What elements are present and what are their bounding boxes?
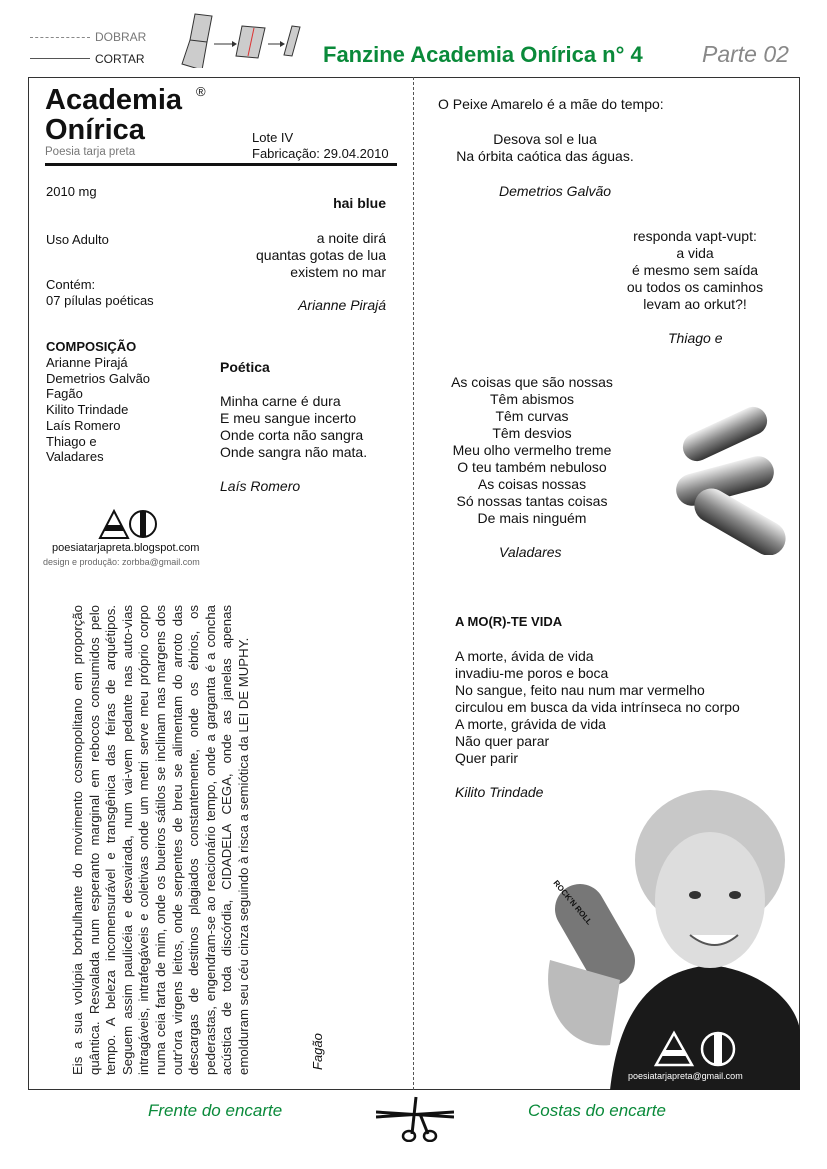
poem-line: Desova sol e lua	[493, 131, 597, 147]
poem-author: Laís Romero	[220, 478, 301, 494]
poem-orkut	[600, 228, 790, 313]
composition-item: Fagão	[46, 386, 83, 402]
fanzine-title: Fanzine Academia Onírica n° 4	[323, 42, 643, 67]
poem-title-poetica: Poética	[220, 359, 270, 375]
poem-line: Onde corta não sangra	[220, 427, 364, 443]
dose: 2010 mg	[46, 184, 97, 199]
poem-morte	[455, 648, 740, 767]
composition-item: Thiago e	[46, 433, 97, 449]
contact-email[interactable]: poesiatarjapreta@gmail.com	[628, 1071, 743, 1081]
poem-line: Têm desvios	[492, 425, 572, 441]
fold-line-sample	[30, 37, 90, 38]
poem-line: circulou em busca da vida intrínseca no corpo	[455, 699, 740, 715]
poem-line: Na órbita caótica das águas.	[456, 148, 634, 164]
lote: Lote IV	[252, 130, 294, 145]
composition-item: Laís Romero	[46, 417, 121, 433]
prose-text: Eis a sua volúpia borbulhante do movimento cosmopolitano em proporção quântica. Resvalada num esperanto marginal em rebocos consumidos pelo tempo. A beleza incomensurável e transgênica das feiras de arquétipos. Seguem assim paulicéia e desvairada, num vai-vem pedante nas auto-vias intragáveis, intrafegáveis e coletivas onde um metri serve meu próprio corpo numa ceia farta de mim, onde os bueiros sátilos se inclinam nas margens dos outr'ora virgens leitos, onde serpentes de breu se alimentam do arroto das descargas de destinos plagiados constantemente, onde os ébrios, os pederastas, engendram-se ao reacionário tempo, onde a garganta é a concha acústica de toda discórdia, CIDADELA CEGA, onde as janelas apenas emolduram seu céu cinza seguindo à risca a semiótica da LEI DE MUPHY.	[70, 605, 251, 1075]
poem-author: Kilito Trindade	[455, 784, 544, 800]
logo-icon	[654, 1030, 740, 1068]
poem-line: levam ao orkut?!	[643, 296, 747, 312]
cut-label: CORTAR	[95, 52, 145, 66]
poem-line: Não quer parar	[455, 733, 550, 749]
poem-title-haiblue: hai blue	[333, 195, 386, 211]
composition-item: Kilito Trindade	[46, 402, 129, 418]
pill-label: ROCK'N ROLL	[551, 878, 594, 927]
poem-line: O teu também nebuloso	[457, 459, 607, 475]
poem-author: Valadares	[499, 544, 562, 560]
poem-peixe-intro: O Peixe Amarelo é a mãe do tempo:	[438, 96, 664, 112]
contents-label: Contém:	[46, 277, 96, 292]
composition-item: Arianne Pirajá	[46, 355, 128, 370]
fold-label: DOBRAR	[95, 30, 147, 44]
brand-line2: Onírica	[45, 114, 145, 146]
poem-line: ou todos os caminhos	[626, 279, 764, 295]
poem-line: Minha carne é dura	[220, 393, 341, 409]
poem-peixe	[440, 131, 650, 165]
fold-line	[413, 77, 414, 1090]
prose-author: Fagão	[310, 1033, 325, 1070]
poem-line: quantas gotas de lua	[256, 247, 386, 263]
poem-line: De mais ninguém	[477, 510, 587, 526]
poem-title-morte: A MO(R)-TE VIDA	[455, 614, 563, 629]
poem-line: a vida	[676, 245, 714, 261]
back-label: Costas do encarte	[528, 1101, 666, 1120]
poem-line: As coisas que são nossas	[451, 374, 613, 390]
poem-line: E meu sangue incerto	[220, 410, 357, 426]
poem-coisas	[432, 374, 632, 527]
folding-diagram-icon	[180, 12, 305, 68]
poem-line: Quer parir	[455, 750, 519, 766]
scissors-icon	[376, 1092, 454, 1142]
brand-line1: Academia	[45, 84, 183, 116]
poem-line: responda vapt-vupt:	[633, 228, 757, 244]
blog-url[interactable]: poesiatarjapreta.blogspot.com	[52, 542, 200, 554]
poem-line: Têm abismos	[489, 391, 575, 407]
composition-item: Demetrios Galvão	[46, 370, 151, 386]
fabricacao: Fabricação: 29.04.2010	[252, 146, 389, 161]
front-label: Frente do encarte	[148, 1101, 283, 1120]
poem-haiblue	[256, 230, 386, 281]
poem-author: Arianne Pirajá	[298, 297, 386, 313]
poem-line: A morte, grávida de vida	[455, 716, 606, 732]
credits: design e produção: zorbba@gmail.com	[43, 557, 200, 567]
poem-line: Têm curvas	[495, 408, 569, 424]
registered-mark: ®	[196, 84, 206, 99]
pills-image	[660, 405, 800, 555]
cut-line-sample	[30, 58, 90, 59]
usage: Uso Adulto	[46, 232, 109, 247]
poem-author: Demetrios Galvão	[499, 183, 612, 199]
poem-author: Thiago e	[668, 330, 723, 346]
composition-item: Valadares	[46, 449, 104, 465]
part-label: Parte 02	[702, 41, 789, 67]
poem-line: No sangue, feito nau num mar vermelho	[455, 682, 705, 698]
poem-line: A morte, ávida de vida	[455, 648, 594, 664]
composition-title: COMPOSIÇÃO	[46, 339, 137, 354]
poem-line: Onde sangra não mata.	[220, 444, 368, 460]
composition-list	[46, 355, 150, 465]
poem-line: existem no mar	[290, 264, 386, 280]
brand-tagline: Poesia tarja preta	[45, 146, 136, 158]
poem-line: a noite dirá	[316, 230, 386, 246]
poem-line: Meu olho vermelho treme	[452, 442, 612, 458]
poem-line: invadiu-me poros e boca	[455, 665, 609, 681]
contents-value: 07 pílulas poéticas	[46, 293, 154, 308]
logo-icon	[98, 509, 160, 541]
poem-line: As coisas nossas	[477, 476, 587, 492]
poem-line: é mesmo sem saída	[631, 262, 759, 278]
poem-poetica	[220, 393, 367, 461]
poem-line: Só nossas tantas coisas	[456, 493, 608, 509]
brand-rule	[45, 163, 397, 166]
